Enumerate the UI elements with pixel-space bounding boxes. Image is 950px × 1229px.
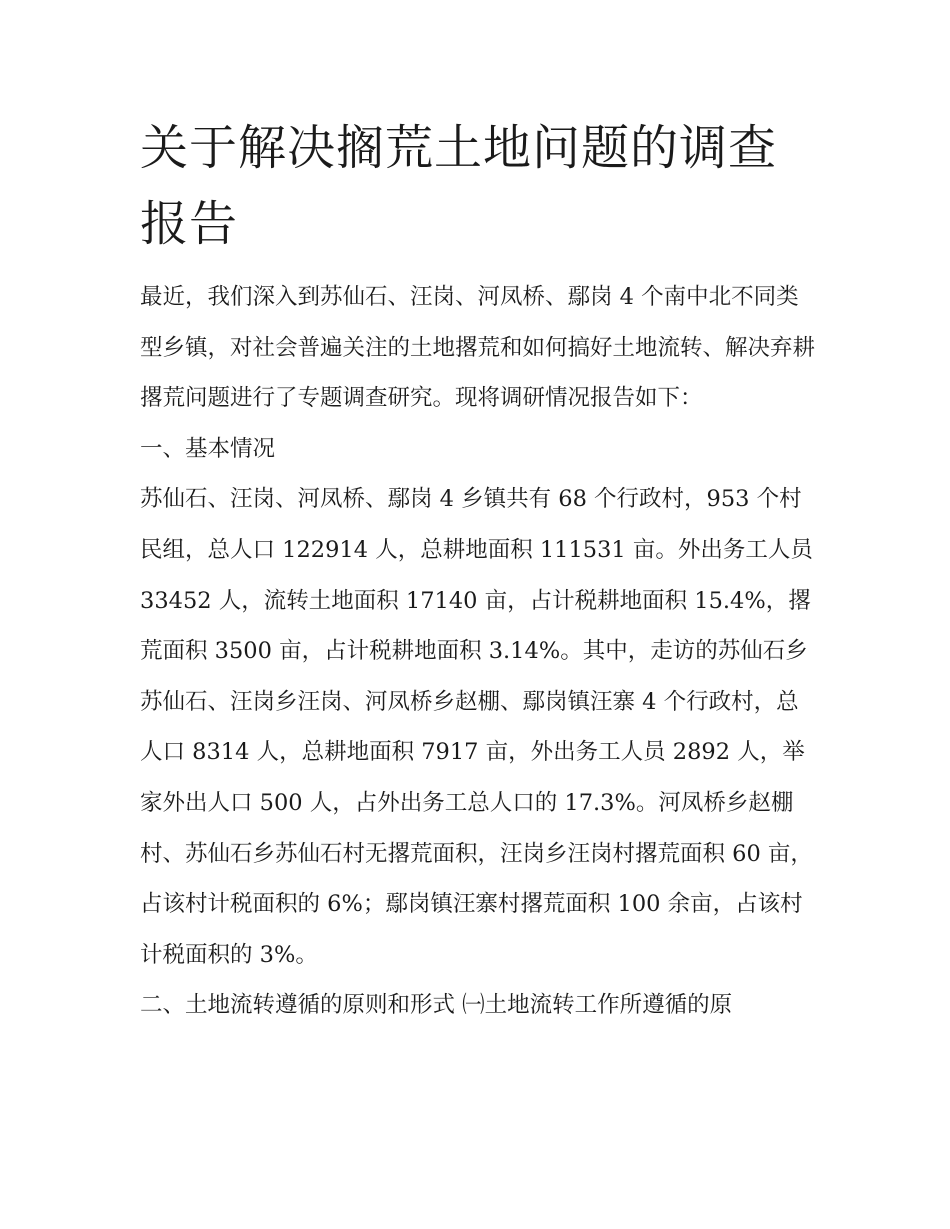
document-page [140,110,820,1031]
section-heading-basic-situation: 一、基本情况 [140,435,276,462]
basic-situation-paragraph: 苏仙石、汪岗、河凤桥、鄢岗 4 乡镇共有 68 个行政村，953 个村民组，总人口 122914 人，总耕地面积 111531 亩。外出务工人员 33452 人，流转土地面积 17140 亩，占计税耕地面积 15.4%，撂荒面积 3500 亩，占计税耕地面积 3.14%。其中，走访的苏仙石乡苏仙石、汪岗乡汪岗、河凤桥乡赵棚、鄢岗镇汪寨 4 个行政村，总人口 8314 人，总耕地面积 7917 亩，外出务工人员 2892 人，举家外出人口 500 人，占外出务工总人口的 17.3%。河凤桥乡赵棚村、苏仙石乡苏仙石村无撂荒面积，汪岗乡汪岗村撂荒面积 60 亩，占该村计税面积的 6%；鄢岗镇汪寨村撂荒面积 100 余亩，占该村计税面积的 3%。 [140,486,813,968]
document-title: 关于解决搁荒土地问题的调查报告 [140,120,778,252]
intro-paragraph: 最近，我们深入到苏仙石、汪岗、河凤桥、鄢岗 4 个南中北不同类型乡镇，对社会普遍关注的土地撂荒和如何搞好土地流转、解决弃耕撂荒问题进行了专题调查研究。现将调研情况报告如下： [140,284,816,412]
section-heading-principles: 二、土地流转遵循的原则和形式 ㈠土地流转工作所遵循的原 [140,992,733,1019]
